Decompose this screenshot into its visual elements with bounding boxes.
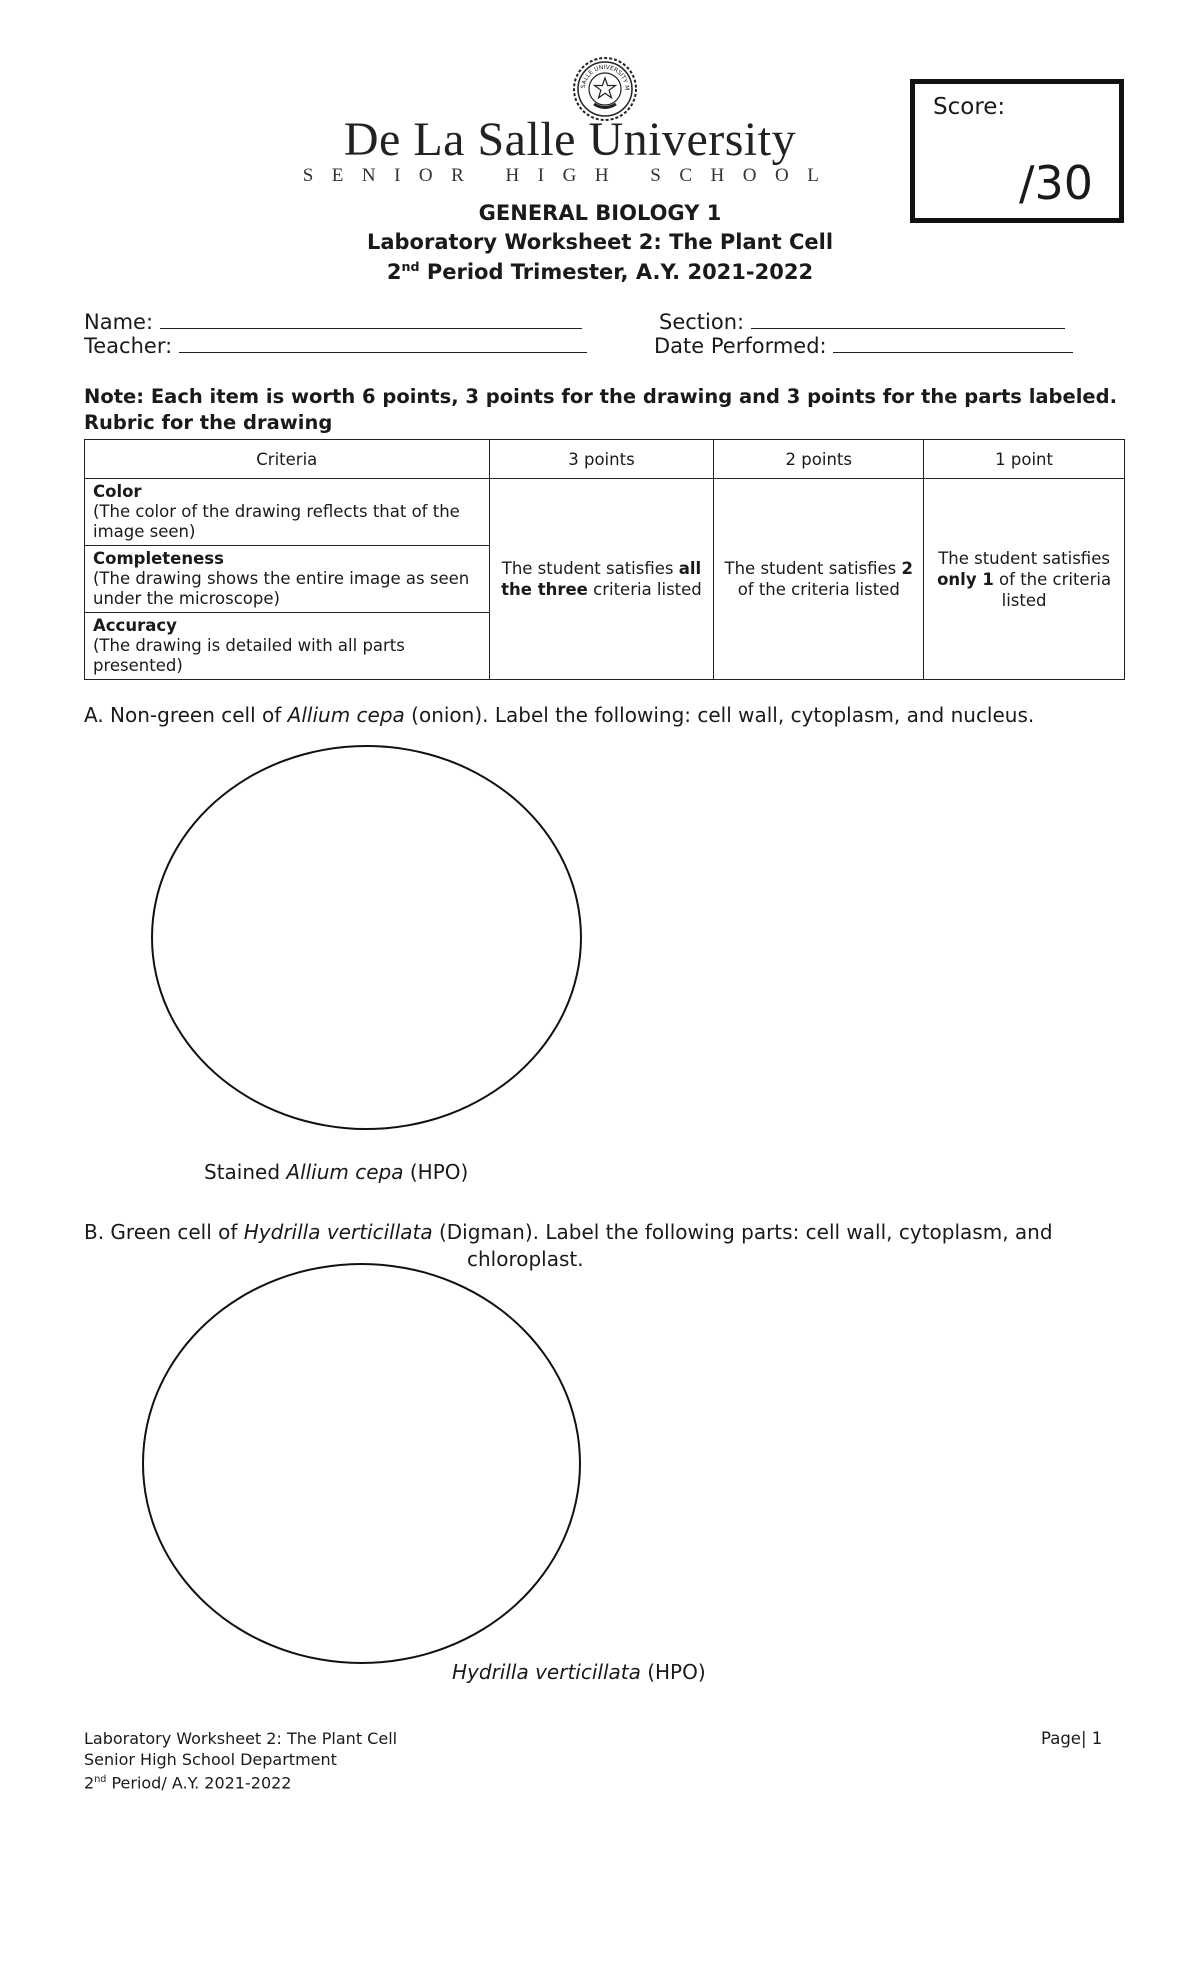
rubric-table xyxy=(84,439,1125,680)
footer-rest: Period/ A.Y. 2021-2022 xyxy=(106,1773,292,1793)
section-b-instruction xyxy=(84,1220,1053,1244)
date-field xyxy=(654,334,1073,358)
footer-ordinal: 2 xyxy=(84,1773,95,1793)
section-input-line[interactable] xyxy=(751,327,1065,329)
rubric-1pt-bold: only 1 xyxy=(937,569,994,589)
worksheet-title: Laboratory Worksheet 2: The Plant Cell xyxy=(366,230,834,254)
footer xyxy=(84,1729,397,1794)
criterion-desc: (The color of the drawing reflects that of the image seen) xyxy=(93,502,460,541)
rubric-2pts-cell xyxy=(714,479,924,680)
rubric-3pts-cell xyxy=(489,479,714,680)
footer-sup: nd xyxy=(94,1774,107,1785)
footer-line1: Laboratory Worksheet 2: The Plant Cell xyxy=(84,1729,398,1748)
period-sup: nd xyxy=(401,259,420,274)
score-total: /30 xyxy=(1018,156,1093,210)
drawing-circle-hydrilla[interactable] xyxy=(142,1263,581,1664)
rubric-title: Rubric for the drawing xyxy=(84,411,333,434)
section-a-species: Allium cepa xyxy=(287,703,405,727)
seal-text: SALLE UNIVERSITY M xyxy=(579,63,631,91)
school-name: SENIOR HIGH SCHOOL xyxy=(302,165,838,186)
section-field xyxy=(659,310,1065,334)
name-label: Name: xyxy=(84,310,154,334)
rubric-3pts-bold: all the three xyxy=(501,559,702,599)
teacher-input-line[interactable] xyxy=(179,351,587,353)
rubric-3pts-post: criteria listed xyxy=(587,580,702,599)
period-ordinal: 2 xyxy=(386,260,402,284)
name-field xyxy=(84,310,582,334)
rubric-1pt-pre: The student satisfies xyxy=(938,548,1110,568)
caption-hydrilla-post: (HPO) xyxy=(640,1660,706,1684)
name-input-line[interactable] xyxy=(160,327,582,329)
teacher-label: Teacher: xyxy=(84,334,173,358)
university-name: De La Salle University xyxy=(343,113,797,166)
criterion-name: Accuracy xyxy=(93,616,177,635)
rubric-header-1pt: 1 point xyxy=(924,440,1125,479)
criterion-desc: (The drawing shows the entire image as seen under the microscope) xyxy=(93,569,470,608)
rubric-header-criteria: Criteria xyxy=(85,440,490,479)
drawing-circle-allium[interactable] xyxy=(151,745,582,1130)
section-b-suffix: (Digman). Label the following parts: cell wall, cytoplasm, and xyxy=(432,1220,1053,1244)
section-a-instruction xyxy=(84,703,1034,727)
course-title: GENERAL BIOLOGY 1 xyxy=(478,201,722,225)
caption-allium-post: (HPO) xyxy=(403,1160,469,1184)
rubric-1pt-post: of the criteria listed xyxy=(993,569,1112,610)
rubric-header-3pts: 3 points xyxy=(489,440,714,479)
rubric-header-row xyxy=(85,440,1125,479)
rubric-row xyxy=(85,479,1125,546)
caption-allium xyxy=(204,1160,468,1184)
section-a-prefix: A. Non-green cell of xyxy=(84,703,288,727)
teacher-field xyxy=(84,334,587,358)
section-a-suffix: (onion). Label the following: cell wall, cytoplasm, and nucleus. xyxy=(404,703,1035,727)
section-b-instruction-line2: chloroplast. xyxy=(467,1247,584,1271)
period-rest: Period Trimester, A.Y. 2021-2022 xyxy=(419,260,814,284)
date-label: Date Performed: xyxy=(654,334,827,358)
rubric-1pt-cell xyxy=(924,479,1125,680)
rubric-header-2pts: 2 points xyxy=(714,440,924,479)
caption-hydrilla xyxy=(452,1660,706,1684)
section-label: Section: xyxy=(659,310,745,334)
criterion-color xyxy=(85,479,490,546)
rubric-3pts-pre: The student satisfies xyxy=(501,559,679,578)
criterion-name: Completeness xyxy=(93,549,224,568)
period-title xyxy=(0,259,1200,284)
caption-allium-species: Allium cepa xyxy=(286,1160,404,1184)
caption-allium-pre: Stained xyxy=(204,1160,287,1184)
date-input-line[interactable] xyxy=(833,351,1073,353)
rubric-2pts-pre: The student satisfies xyxy=(724,559,902,578)
criterion-desc: (The drawing is detailed with all parts presented) xyxy=(93,636,405,675)
criterion-completeness xyxy=(85,546,490,613)
footer-line2: Senior High School Department xyxy=(84,1749,337,1769)
caption-hydrilla-species: Hydrilla verticillata xyxy=(452,1660,641,1684)
section-b-species: Hydrilla verticillata xyxy=(243,1220,433,1244)
page-number: Page| 1 xyxy=(1041,1729,1103,1748)
footer-line3 xyxy=(84,1770,397,1794)
section-b-prefix: B. Green cell of xyxy=(84,1220,244,1244)
criterion-accuracy xyxy=(85,613,490,680)
rubric-2pts-bold: 2 xyxy=(901,559,913,578)
rubric-2pts-post: of the criteria listed xyxy=(737,580,900,599)
criterion-name: Color xyxy=(93,482,142,501)
scoring-note: Note: Each item is worth 6 points, 3 points for the drawing and 3 points for the parts labeled. xyxy=(84,385,1118,408)
score-label: Score: xyxy=(933,94,1006,120)
